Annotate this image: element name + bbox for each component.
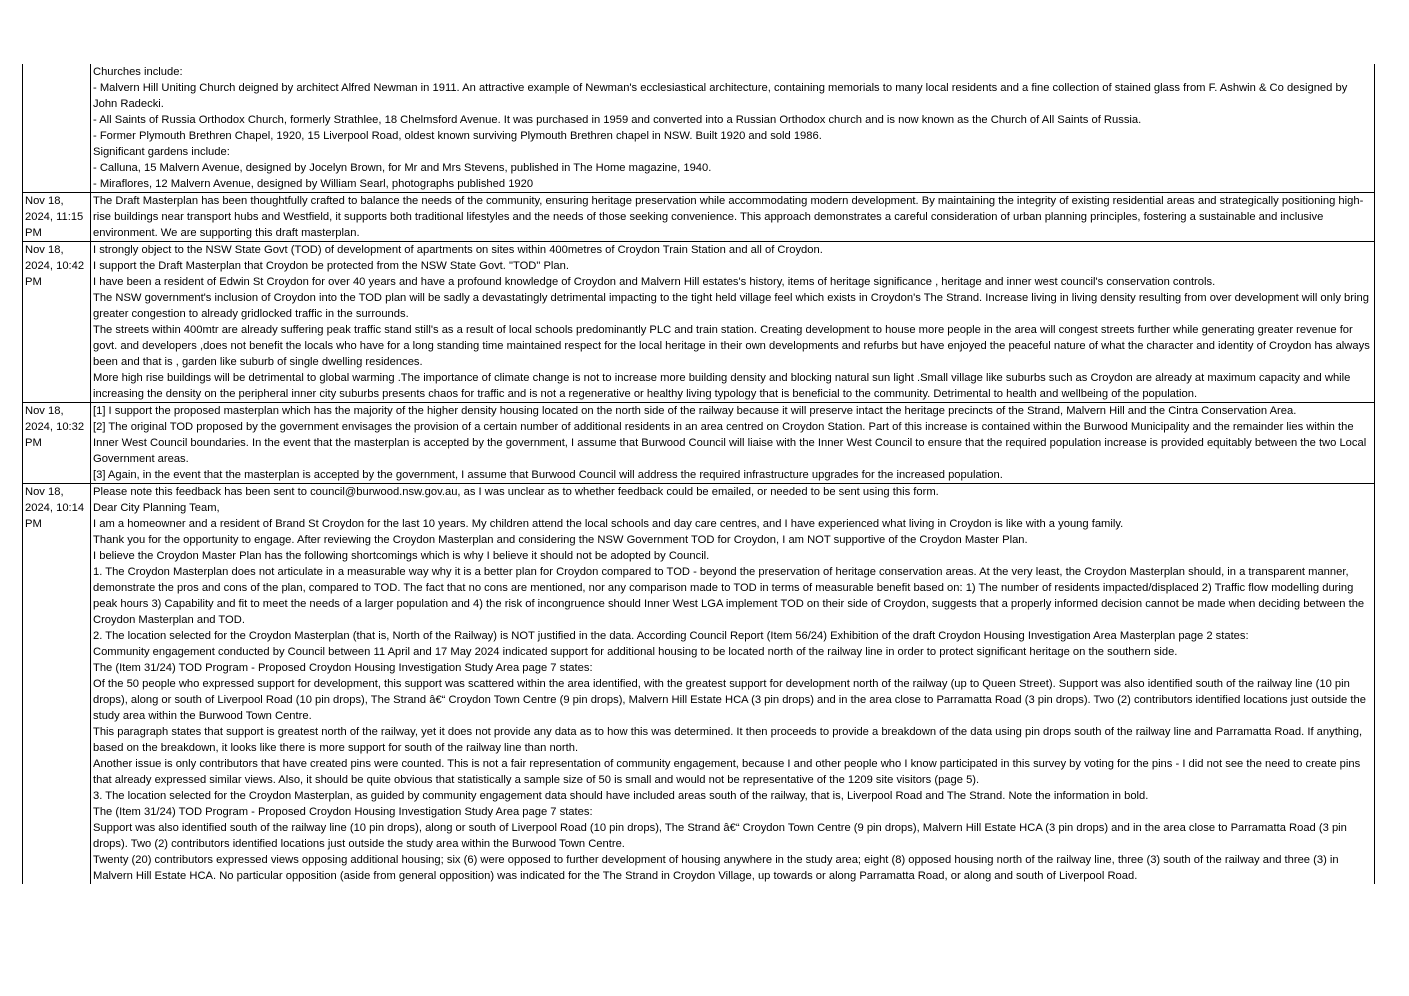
submission-date-cell: Nov 18, 2024, 11:15 PM bbox=[23, 193, 91, 242]
feedback-line: 2. The location selected for the Croydon Masterplan (that is, North of the Railway) is NOT justified in the data. According Council Report (Item 56/24) Exhibition of the draft Croydon Housing Investigation Area Masterplan page 2 states: bbox=[93, 630, 1249, 642]
feedback-line: I strongly object to the NSW State Govt (TOD) of development of apartments on sites within 400metres of Croydon Train Station and all of Croydon. bbox=[93, 244, 823, 256]
feedback-line: This paragraph states that support is greatest north of the railway, yet it does not provide any data as to how this was determined. It then proceeds to provide a breakdown of the data using pin drops south of the railway line and Parramatta Road. If anything, based on the breakdown, it looks like there is more support for south of the railway line than north. bbox=[93, 726, 1363, 754]
feedback-table bbox=[22, 64, 1375, 884]
feedback-line: I have been a resident of Edwin St Croydon for over 40 years and have a profound knowledge of Croydon and Malvern Hill estates's history, items of heritage significance , heritage and inner west council's conservation controls. bbox=[93, 276, 1216, 288]
feedback-line: I support the Draft Masterplan that Croydon be protected from the NSW State Govt. "TOD" Plan. bbox=[93, 260, 569, 272]
feedback-line: The NSW government's inclusion of Croydon into the TOD plan will be sadly a devastatingly detrimental impacting to the tight held village feel which exists in Croydon's The Strand. Increase living in living density resulting from over development will only bring greater congestion to already gridlocked traffic in the surrounds. bbox=[93, 292, 1369, 320]
feedback-line: - Former Plymouth Brethren Chapel, 1920, 15 Liverpool Road, oldest known surviving Plymouth Brethren chapel in NSW. Built 1920 and sold 1986. bbox=[93, 130, 822, 142]
feedback-row bbox=[23, 242, 1375, 403]
feedback-line: Of the 50 people who expressed support for development, this support was scattered within the area identified, with the greatest support for development north of the railway (up to Queen Street). Support was also identified south of the railway line (10 pin drops), along or south of Liverpool Road (10 pin drops), The Strand â€“ Croydon Town Centre (9 pin drops), Malvern Hill Estate HCA (3 pin drops) and in the area close to Parramatta Road (3 pin drops). Two (2) contributors identified locations just outside the study area within the Burwood Town Centre. bbox=[93, 678, 1366, 722]
feedback-row bbox=[23, 64, 1375, 193]
feedback-line: - Calluna, 15 Malvern Avenue, designed by Jocelyn Brown, for Mr and Mrs Stevens, published in The Home magazine, 1940. bbox=[93, 162, 712, 174]
feedback-table-body bbox=[23, 64, 1375, 884]
submission-date-cell: Nov 18, 2024, 10:32 PM bbox=[23, 403, 91, 484]
feedback-text-cell bbox=[91, 193, 1375, 242]
submission-date-cell: Nov 18, 2024, 10:42 PM bbox=[23, 242, 91, 403]
feedback-row bbox=[23, 403, 1375, 484]
feedback-line: The streets within 400mtr are already suffering peak traffic stand still's as a result of local schools predominantly PLC and train station. Creating development to house more people in the area will congest streets further while generating greater revenue for govt. and developers ,does not benefit the locals who have for a long standing time maintained respect for the local heritage in their own developments and refurbs but have enjoyed the peaceful nature of what the character and identity of Croydon has always been and that is , garden like suburb of single dwelling residences. bbox=[93, 324, 1370, 368]
feedback-line: The (Item 31/24) TOD Program - Proposed Croydon Housing Investigation Study Area page 7 states: bbox=[93, 806, 593, 818]
feedback-text-cell bbox=[91, 242, 1375, 403]
feedback-line: Twenty (20) contributors expressed views opposing additional housing; six (6) were opposed to further development of housing anywhere in the study area; eight (8) opposed housing north of the railway line, three (3) south of the railway and three (3) in Malvern Hill Estate HCA. No particular opposition (aside from general opposition) was indicated for the The Strand in Croydon Village, up towards or along Parramatta Road, or along and south of Liverpool Road. bbox=[93, 854, 1339, 882]
feedback-row bbox=[23, 193, 1375, 242]
submission-date-cell bbox=[23, 64, 91, 193]
feedback-line: Another issue is only contributors that have created pins were counted. This is not a fair representation of community engagement, because I and other people who I know participated in this survey by voting for the pins - I did not see the need to create pins that already expressed similar views. Also, it should be quite obvious that statistically a sample size of 50 is small and would not be representative of the 1209 site visitors (page 5). bbox=[93, 758, 1361, 786]
feedback-line: The Draft Masterplan has been thoughtfully crafted to balance the needs of the community, ensuring heritage preservation while accommodating modern development. By maintaining the integrity of existing residential areas and strategically positioning high-rise buildings near transport hubs and Westfield, it supports both traditional lifestyles and the needs of those seeking convenience. This approach demonstrates a careful consideration of urban planning principles, fostering a sustainable and inclusive environment. We are supporting this draft masterplan. bbox=[93, 195, 1364, 239]
feedback-line: Churches include: bbox=[93, 66, 183, 78]
feedback-line: [1] I support the proposed masterplan which has the majority of the higher density housing located on the north side of the railway because it will preserve intact the heritage precincts of the Strand, Malvern Hill and the Cintra Conservation Area. bbox=[93, 405, 1297, 417]
feedback-line: Support was also identified south of the railway line (10 pin drops), along or south of Liverpool Road (10 pin drops), The Strand â€“ Croydon Town Centre (9 pin drops), Malvern Hill Estate HCA (3 pin drops) and in the area close to Parramatta Road (3 pin drops). Two (2) contributors identified locations just outside the study area within the Burwood Town Centre. bbox=[93, 822, 1347, 850]
feedback-line: [3] Again, in the event that the masterplan is accepted by the government, I assume that Burwood Council will address the required infrastructure upgrades for the increased population. bbox=[93, 469, 1003, 481]
feedback-line: I am a homeowner and a resident of Brand St Croydon for the last 10 years. My children attend the local schools and day care centres, and I have experienced what living in Croydon is like with a young family. bbox=[93, 518, 1124, 530]
feedback-line: 3. The location selected for the Croydon Masterplan, as guided by community engagement data should have included areas south of the railway, that is, Liverpool Road and The Strand. Note the information in bold. bbox=[93, 790, 1149, 802]
feedback-row bbox=[23, 484, 1375, 885]
feedback-line: Community engagement conducted by Council between 11 April and 17 May 2024 indicated support for additional housing to be located north of the railway line in order to protect significant heritage on the southern side. bbox=[93, 646, 1178, 658]
feedback-line: Dear City Planning Team, bbox=[93, 502, 220, 514]
feedback-line: Please note this feedback has been sent to council@burwood.nsw.gov.au, as I was unclear as to whether feedback could be emailed, or needed to be sent using this form. bbox=[93, 486, 939, 498]
feedback-line: - All Saints of Russia Orthodox Church, formerly Strathlee, 18 Chelmsford Avenue. It was purchased in 1959 and converted into a Russian Orthodox church and is now known as the Church of All Saints of Russia. bbox=[93, 114, 1142, 126]
feedback-text-cell bbox=[91, 403, 1375, 484]
feedback-line: I believe the Croydon Master Plan has the following shortcomings which is why I believe it should not be adopted by Council. bbox=[93, 550, 710, 562]
feedback-line: 1. The Croydon Masterplan does not articulate in a measurable way why it is a better plan for Croydon compared to TOD - beyond the preservation of heritage conservation areas. At the very least, the Croydon Masterplan should, in a transparent manner, demonstrate the pros and cons of the plan, compared to TOD. The fact that no cons are mentioned, nor any comparison made to TOD in terms of measurable benefit based on: 1) The number of residents impacted/displaced 2) Traffic flow modelling during peak hours 3) Capability and fit to meet the needs of a larger population and 4) the risk of incongruence should Inner West LGA implement TOD on their side of Croydon, suggests that a properly informed decision cannot be made when deciding between the Croydon Masterplan and TOD. bbox=[93, 566, 1365, 626]
feedback-line: - Miraflores, 12 Malvern Avenue, designed by William Searl, photographs published 1920 bbox=[93, 178, 534, 190]
submission-date-cell: Nov 18, 2024, 10:14 PM bbox=[23, 484, 91, 885]
feedback-line: The (Item 31/24) TOD Program - Proposed Croydon Housing Investigation Study Area page 7 states: bbox=[93, 662, 593, 674]
feedback-text-cell bbox=[91, 64, 1375, 193]
feedback-line: Significant gardens include: bbox=[93, 146, 230, 158]
feedback-line: [2] The original TOD proposed by the government envisages the provision of a certain number of additional residents in an area centred on Croydon Station. Part of this increase is contained within the Burwood Municipality and the remainder lies within the Inner West Council boundaries. In the event that the masterplan is accepted by the government, I assume that Burwood Council will liaise with the Inner West Council to ensure that the required population increase is provided equitably between the two Local Government areas. bbox=[93, 421, 1367, 465]
feedback-line: - Malvern Hill Uniting Church deigned by architect Alfred Newman in 1911. An attractive example of Newman's ecclesiastical architecture, containing memorials to many local residents and a fine collection of stained glass from F. Ashwin & Co designed by John Radecki. bbox=[93, 82, 1348, 110]
feedback-line: Thank you for the opportunity to engage. After reviewing the Croydon Masterplan and considering the NSW Government TOD for Croydon, I am NOT supportive of the Croydon Master Plan. bbox=[93, 534, 1028, 546]
feedback-text-cell bbox=[91, 484, 1375, 885]
feedback-line: More high rise buildings will be detrimental to global warming .The importance of climate change is not to increase more building density and blocking natural sun light .Small village like suburbs such as Croydon are already at maximum capacity and while increasing the density on the peripheral inner city suburbs presents chaos for traffic and is not a regenerative or healthy living typology that is beneficial to the community. Detrimental to health and wellbeing of the population. bbox=[93, 372, 1351, 400]
